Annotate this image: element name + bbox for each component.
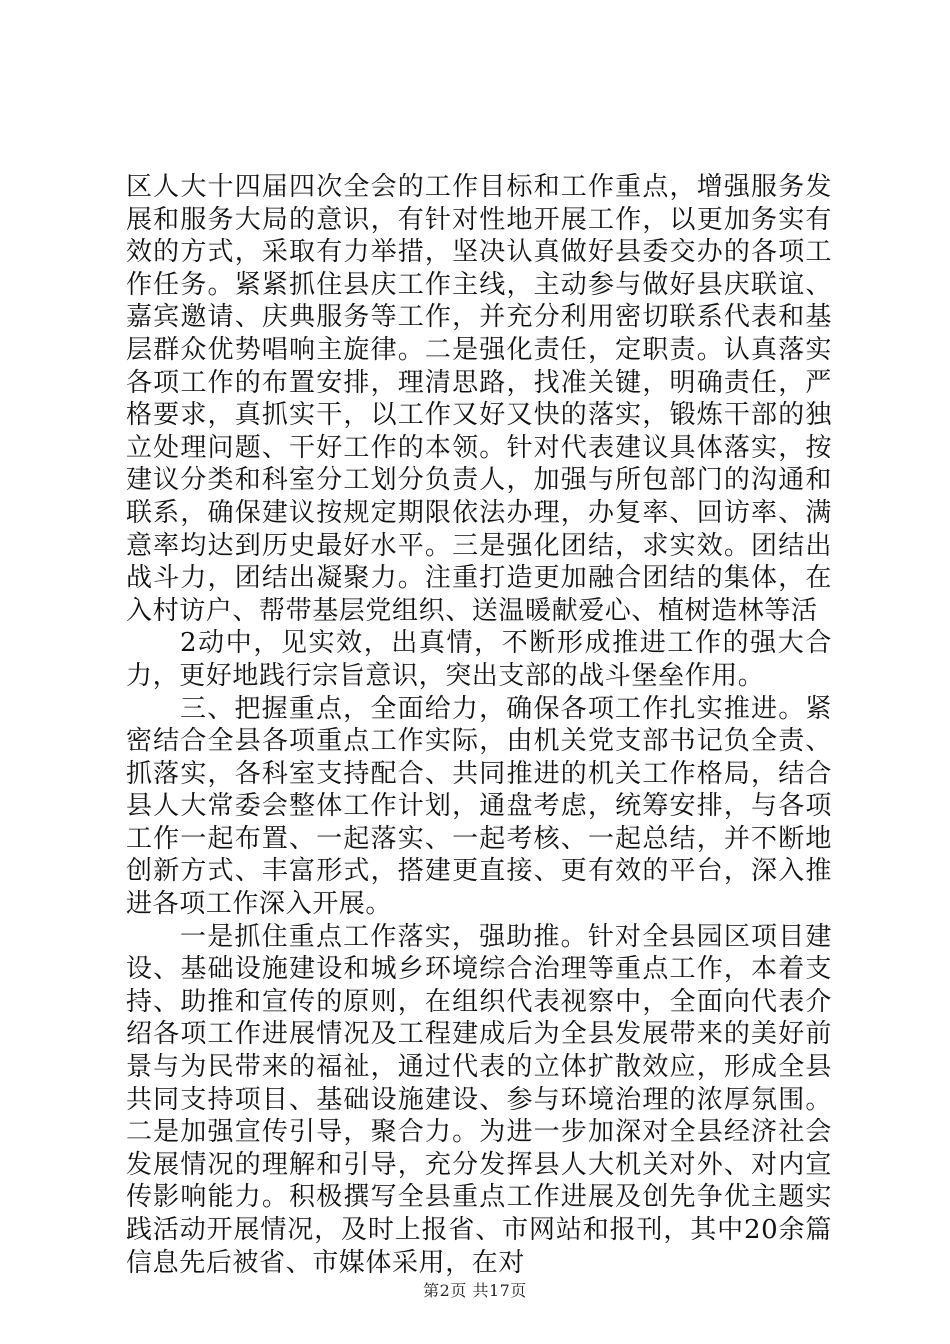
paragraph-4: 一是抓住重点工作落实，强助推。针对全县园区项目建设、基础设施建设和城乡环境综合治理等重点工作，本着支持、助推和宣传的原则，在组织代表视察中，全面向代表介绍各项工作进展情况及工程建成后为全县发展带来的美好前景与为民带来的福祉，通过代表的立体扩散效应，形成全县共同支持项目、基础设施建设、参与环境治理的浓厚氛围。二是加强宣传引导，聚合力。为进一步加深对全县经济社会发展情况的理解和引导，充分发挥县人大机关对外、对内宣传影响能力。积极撰写全县重点工作进展及创先争优主题实践活动开展情况，及时上报省、市网站和报刊，其中20余篇信息先后被省、市媒体采用，在对 [126, 921, 832, 1278]
paragraph-2: 2动中，见实效，出真情，不断形成推进工作的强大合力，更好地践行宗旨意识，突出支部的战斗堡垒作用。 [126, 628, 832, 691]
paragraph-3: 三、把握重点，全面给力，确保各项工作扎实推进。紧密结合全县各项重点工作实际，由机关党支部书记负全责、抓落实，各科室支持配合、共同推进的机关工作格局，结合县人大常委会整体工作计划，通盘考虑，统筹安排，与各项工作一起布置、一起落实、一起考核、一起总结，并不断地创新方式、丰富形式，搭建更直接、更有效的平台，深入推进各项工作深入开展。 [126, 693, 832, 920]
document-body [126, 171, 832, 1279]
page-footer: 第2页 共17页 [423, 1281, 527, 1300]
paragraph-1: 区人大十四届四次全会的工作目标和工作重点，增强服务发展和服务大局的意识，有针对性地开展工作，以更加务实有效的方式，采取有力举措，坚决认真做好县委交办的各项工作任务。紧紧抓住县庆工作主线，主动参与做好县庆联谊、嘉宾邀请、庆典服务等工作，并充分利用密切联系代表和基层群众优势唱响主旋律。二是强化责任，定职责。认真落实各项工作的布置安排，理清思路，找准关键，明确责任，严格要求，真抓实干，以工作又好又快的落实，锻炼干部的独立处理问题、干好工作的本领。针对代表建议具体落实，按建议分类和科室分工划分负责人，加强与所包部门的沟通和联系，确保建议按规定期限依法办理，办复率、回访率、满意率均达到历史最好水平。三是强化团结，求实效。团结出战斗力，团结出凝聚力。注重打造更加融合团结的集体，在入村访户、帮带基层党组织、送温暖献爱心、植树造林等活 [126, 172, 832, 626]
